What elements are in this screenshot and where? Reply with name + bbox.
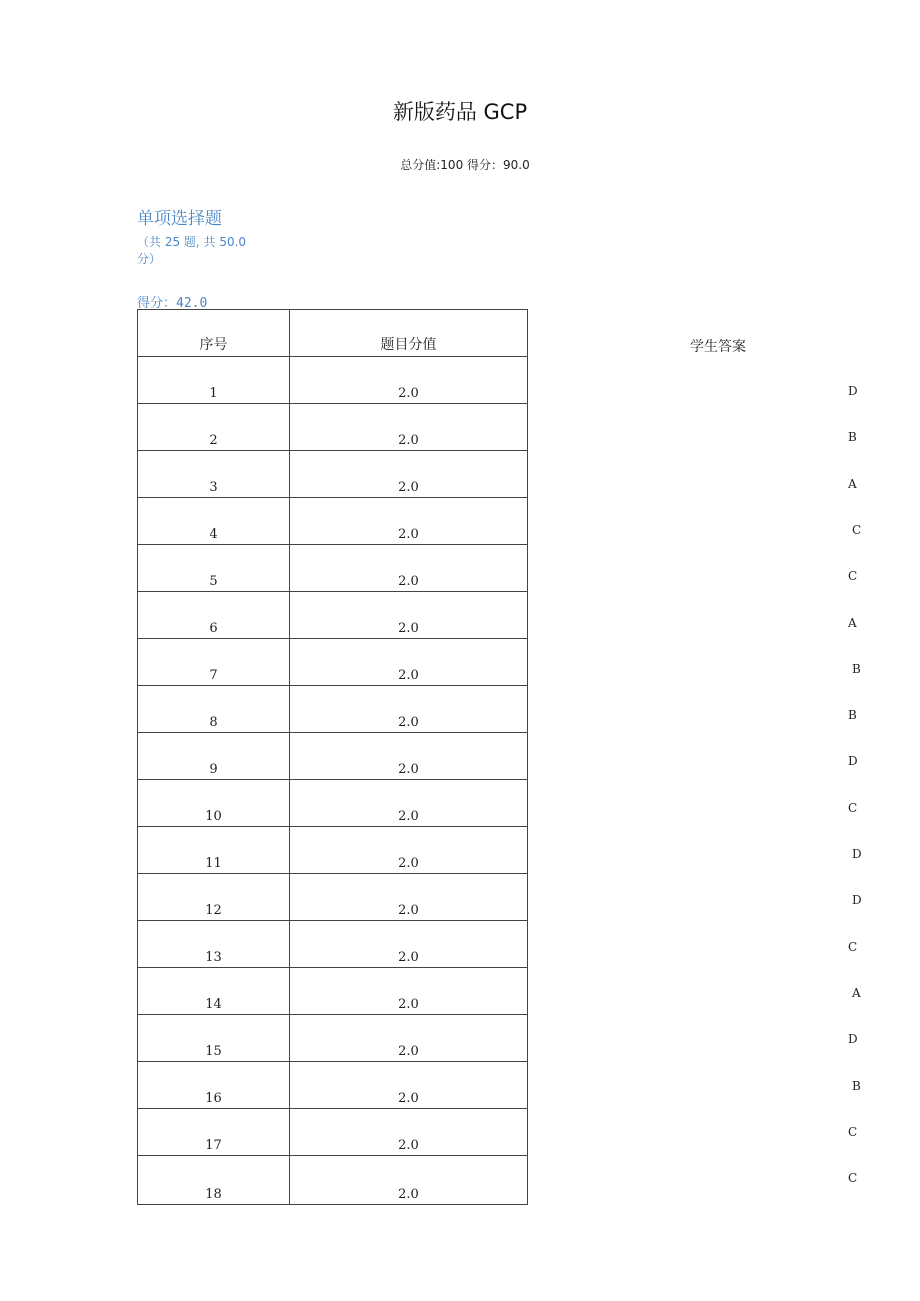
row-score-value: 2.0	[290, 921, 528, 968]
table-row	[138, 1062, 528, 1109]
row-score-value: 2.0	[290, 498, 528, 545]
table-row	[138, 733, 528, 780]
row-number: 13	[138, 921, 290, 968]
score-table	[137, 309, 528, 1205]
row-score-value: 2.0	[290, 1062, 528, 1109]
table-row	[138, 451, 528, 498]
row-score-value: 2.0	[290, 874, 528, 921]
row-score-value: 2.0	[290, 733, 528, 780]
section-title: 单项选择题	[137, 209, 222, 229]
header-answer: 学生答案	[690, 339, 746, 355]
row-score-value: 2.0	[290, 357, 528, 404]
row-score-value: 2.0	[290, 780, 528, 827]
student-answer: B	[848, 430, 857, 445]
table-row	[138, 968, 528, 1015]
table-header-row	[138, 310, 528, 357]
row-score-value: 2.0	[290, 968, 528, 1015]
row-score-value: 2.0	[290, 686, 528, 733]
table-row	[138, 404, 528, 451]
section-subtitle: （共 25 题, 共 50.0 分）	[137, 235, 247, 266]
row-score-value: 2.0	[290, 451, 528, 498]
row-number: 12	[138, 874, 290, 921]
row-number: 11	[138, 827, 290, 874]
row-number: 8	[138, 686, 290, 733]
student-answer: C	[848, 939, 858, 954]
score-summary: 总分值:100 得分：90.0	[400, 158, 530, 172]
row-score-value: 2.0	[290, 1015, 528, 1062]
row-number: 9	[138, 733, 290, 780]
student-answer: D	[848, 1032, 858, 1047]
student-answer: A	[848, 476, 857, 491]
row-number: 1	[138, 357, 290, 404]
student-answer: D	[852, 893, 862, 908]
table-row	[138, 545, 528, 592]
row-score-value: 2.0	[290, 404, 528, 451]
section-score: 得分：42.0	[137, 296, 208, 311]
row-number: 2	[138, 404, 290, 451]
table-row	[138, 827, 528, 874]
header-value: 题目分值	[290, 310, 528, 357]
row-number: 15	[138, 1015, 290, 1062]
row-number: 4	[138, 498, 290, 545]
table-row	[138, 498, 528, 545]
row-number: 16	[138, 1062, 290, 1109]
row-number: 18	[138, 1156, 290, 1205]
row-number: 6	[138, 592, 290, 639]
table-row	[138, 592, 528, 639]
student-answer: C	[848, 1124, 858, 1139]
table-row	[138, 639, 528, 686]
student-answer: D	[848, 754, 858, 769]
student-answer: C	[848, 569, 858, 584]
student-answer: B	[852, 1078, 861, 1093]
table-row	[138, 686, 528, 733]
student-answer: B	[848, 708, 857, 723]
table-row	[138, 1109, 528, 1156]
student-answer: C	[848, 1171, 858, 1186]
row-score-value: 2.0	[290, 639, 528, 686]
student-answer: D	[852, 847, 862, 861]
student-answer: C	[848, 800, 858, 815]
table-row	[138, 357, 528, 404]
row-score-value: 2.0	[290, 1156, 528, 1205]
table-row	[138, 921, 528, 968]
table-row	[138, 780, 528, 827]
header-number: 序号	[138, 310, 290, 357]
row-number: 10	[138, 780, 290, 827]
row-score-value: 2.0	[290, 545, 528, 592]
row-score-value: 2.0	[290, 827, 528, 874]
student-answer: A	[848, 615, 857, 630]
student-answer: C	[852, 522, 862, 537]
table-row	[138, 874, 528, 921]
student-answer: A	[852, 985, 861, 1000]
row-score-value: 2.0	[290, 592, 528, 639]
row-number: 7	[138, 639, 290, 686]
document-title: 新版药品 GCP	[392, 100, 528, 124]
student-answer: D	[848, 384, 858, 398]
student-answer: B	[852, 661, 861, 676]
row-number: 14	[138, 968, 290, 1015]
row-number: 3	[138, 451, 290, 498]
row-number: 5	[138, 545, 290, 592]
row-number: 17	[138, 1109, 290, 1156]
table-row	[138, 1156, 528, 1205]
row-score-value: 2.0	[290, 1109, 528, 1156]
table-row	[138, 1015, 528, 1062]
